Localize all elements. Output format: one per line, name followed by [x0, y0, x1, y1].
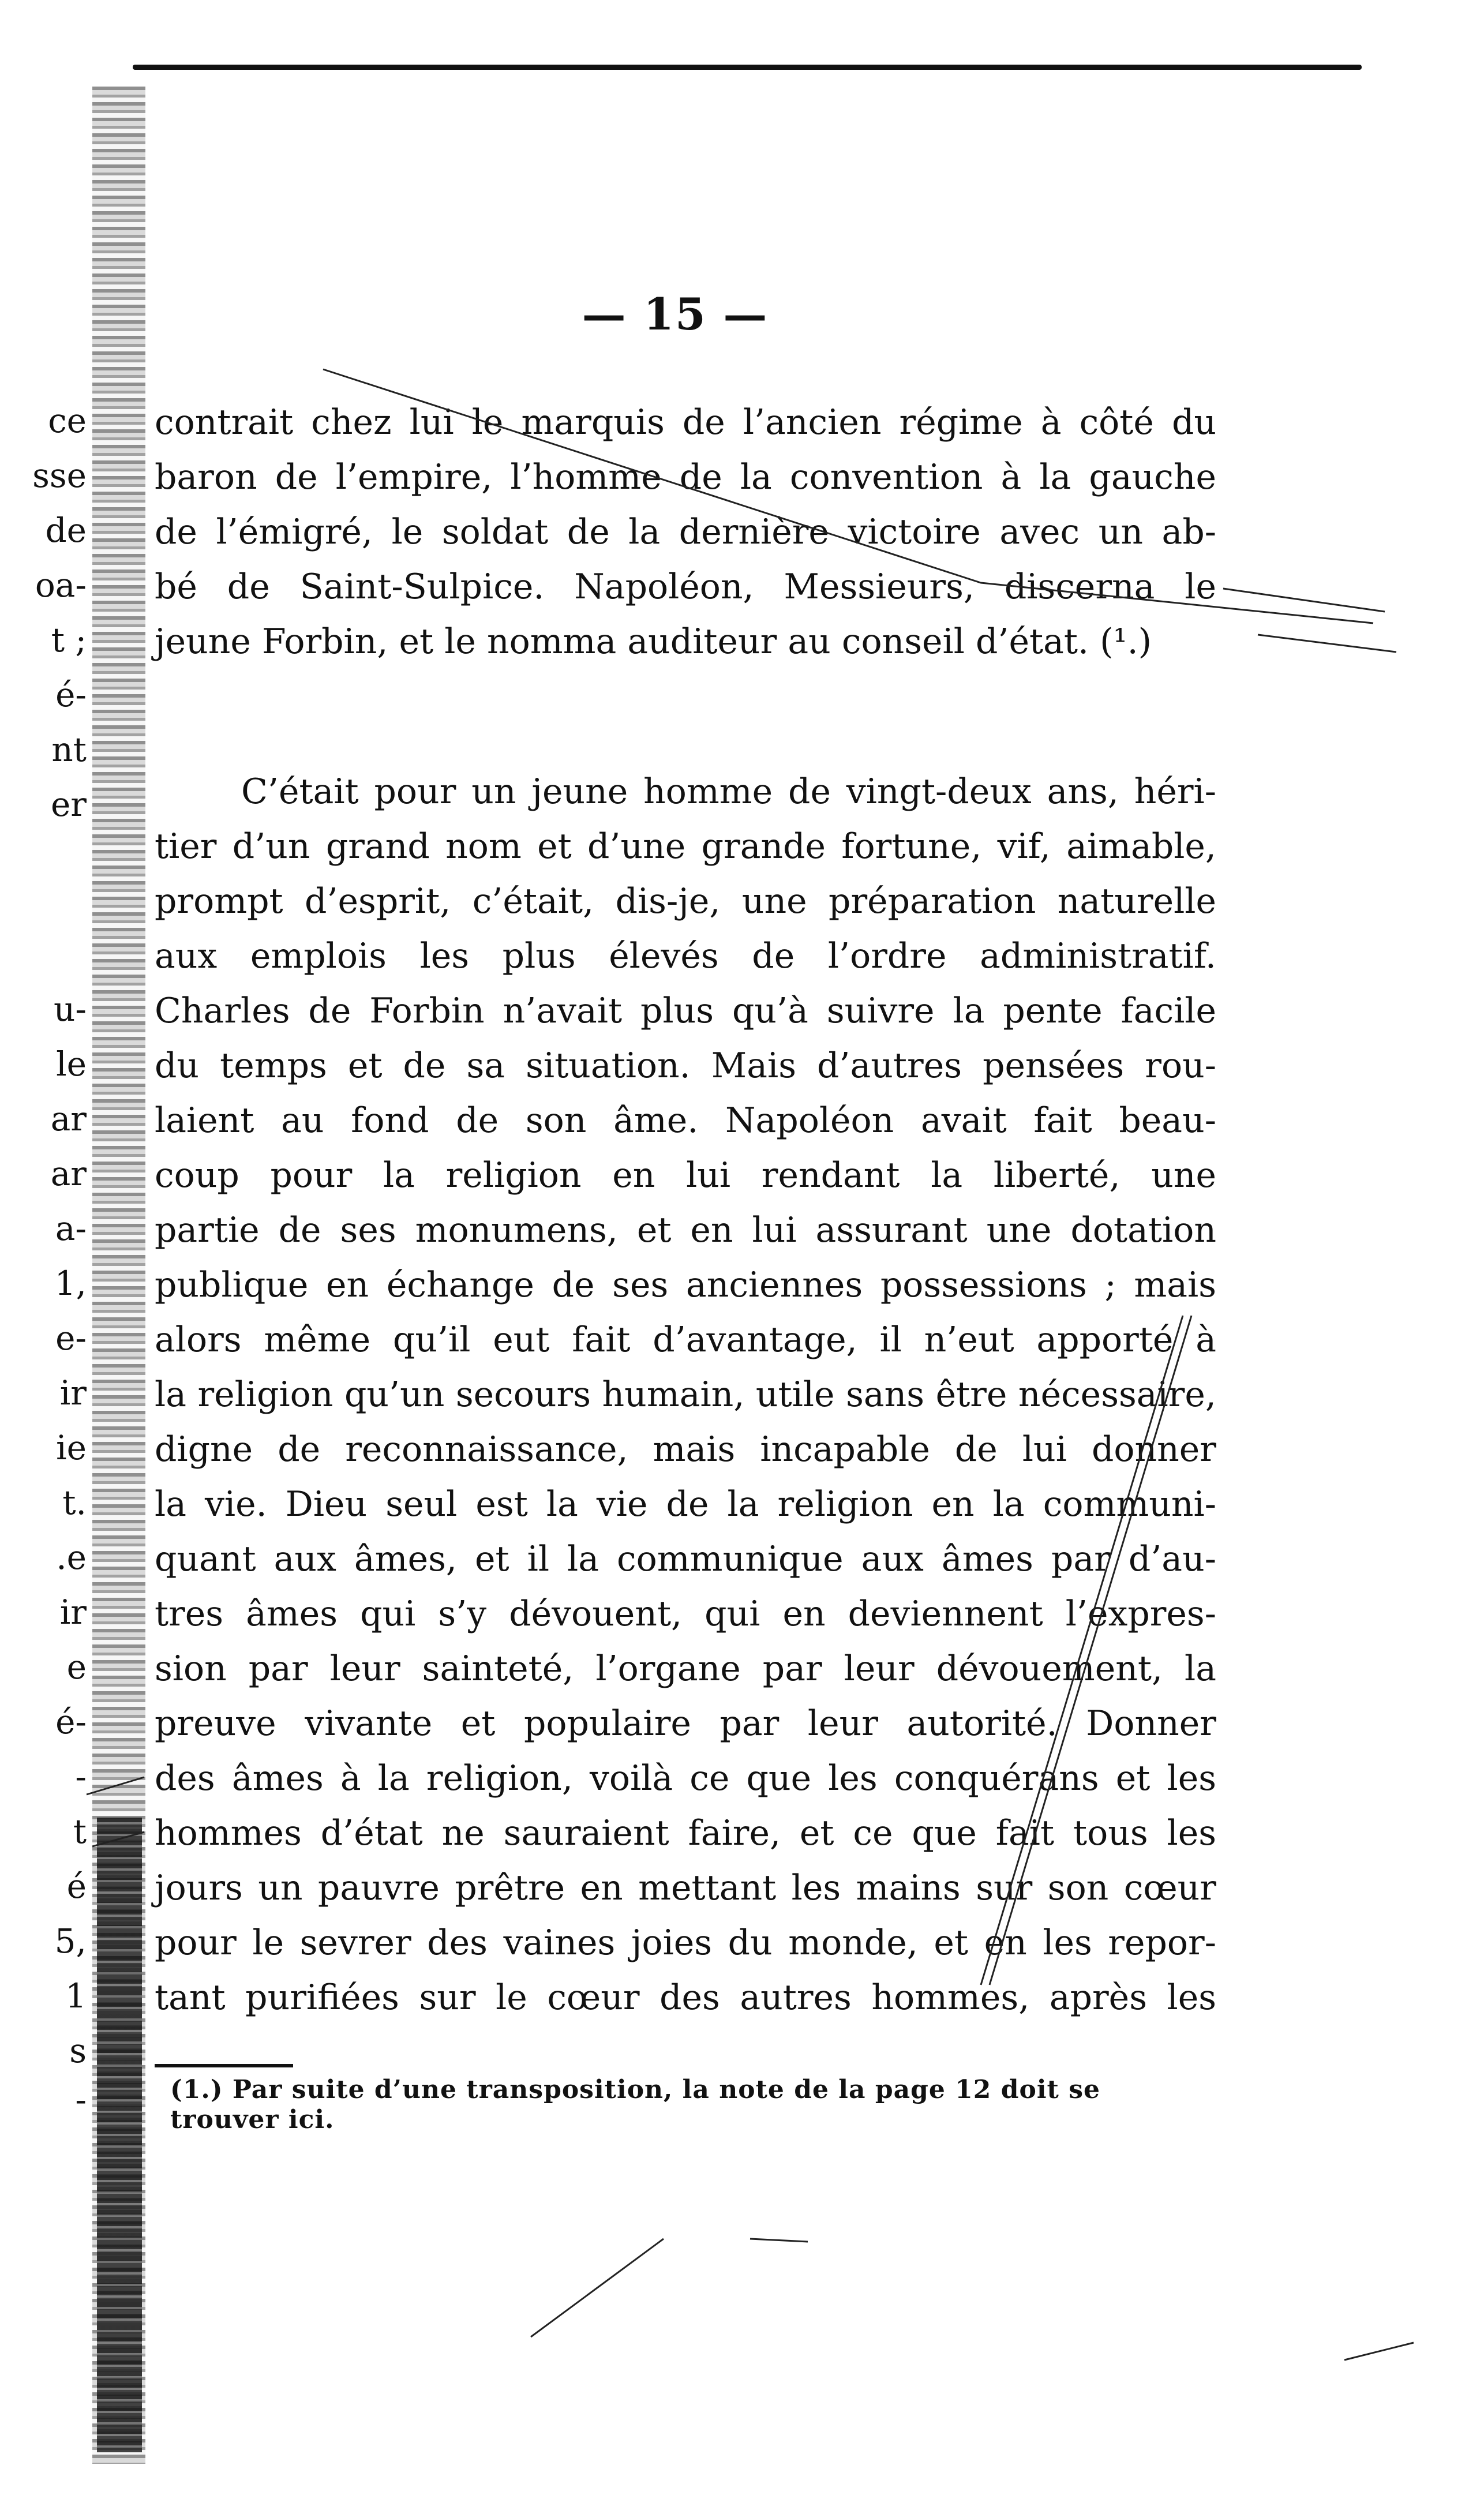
text-line: bé de Saint-Sulpice. Napoléon, Messieurs, discerna le [155, 567, 1216, 607]
text-line: jours un pauvre prêtre en mettant les mains sur son cœur [155, 1868, 1216, 1908]
binding-shadow-dark [97, 1818, 142, 2452]
facing-page-edge [12, 0, 87, 2510]
margin-stroke [1258, 635, 1396, 652]
facing-fragment: er [50, 785, 87, 824]
text-line: la vie. Dieu seul est la vie de la religion en la communi- [155, 1484, 1216, 1524]
text-line: de l’émigré, le soldat de la dernière victoire avec un ab- [155, 512, 1216, 552]
text-line: tier d’un grand nom et d’une grande fortune, vif, aimable, [155, 826, 1216, 867]
text-line: pour le sevrer des vaines joies du monde, et en les repor- [155, 1923, 1216, 1963]
facing-fragment: 1, [54, 1264, 87, 1303]
footnote [170, 2075, 1209, 2135]
stray-stroke [1344, 2343, 1414, 2360]
text-line: publique en échange de ses anciennes possessions ; mais [155, 1265, 1216, 1305]
text-line: hommes d’état ne sauraient faire, et ce que fait tous les [155, 1813, 1216, 1853]
text-line: contrait chez lui le marquis de l’ancien régime à côté du [155, 402, 1216, 443]
text-line: aux emplois les plus élevés de l’ordre administratif. [155, 936, 1216, 976]
text-line: quant aux âmes, et il la communique aux âmes par d’au- [155, 1539, 1216, 1579]
stray-stroke [531, 2239, 664, 2337]
facing-fragment: s [69, 2031, 87, 2070]
facing-fragment: ir [59, 1373, 87, 1413]
facing-fragment: ce [48, 401, 87, 440]
text-line: du temps et de sa situation. Mais d’autres pensées rou- [155, 1046, 1216, 1086]
facing-fragment: oa- [35, 565, 87, 605]
facing-fragment: nt [51, 730, 87, 769]
text-line: tres âmes qui s’y dévouent, qui en deviennent l’expres- [155, 1594, 1216, 1634]
footnote-line: trouver ici. [170, 2105, 335, 2134]
text-line: jeune Forbin, et le nomma auditeur au conseil d’état. (¹.) [155, 621, 1152, 662]
facing-fragment: t ; [51, 620, 87, 660]
facing-fragment: 1 [65, 1976, 87, 2016]
facing-fragment: a- [55, 1209, 87, 1248]
text-line: la religion qu’un secours humain, utile sans être nécessaire, [155, 1374, 1216, 1415]
facing-fragment: é- [55, 675, 87, 714]
facing-fragment: ir [59, 1593, 87, 1632]
facing-fragment: le [56, 1044, 87, 1084]
paragraph [155, 765, 1216, 2025]
page-number: — 15 — [582, 289, 769, 340]
facing-fragment: ar [50, 1099, 87, 1138]
facing-fragment: e [66, 1647, 87, 1687]
facing-fragment: 5, [54, 1921, 87, 1961]
facing-fragment: de [45, 511, 87, 550]
footnote-line: (1.) Par suite d’une transposition, la note de la page 12 doit se [170, 2075, 1100, 2104]
facing-fragment: t [73, 1812, 87, 1851]
stray-stroke [750, 2239, 808, 2242]
facing-fragment: - [75, 1757, 87, 1796]
text-line: des âmes à la religion, voilà ce que les conquérans et les [155, 1758, 1216, 1799]
facing-fragment: é [66, 1867, 87, 1906]
paragraph-continued [155, 395, 1216, 669]
text-line: tant purifiées sur le cœur des autres hommes, après les [155, 1977, 1216, 2018]
text-line: sion par leur sainteté, l’organe par leur dévouement, la [155, 1649, 1216, 1689]
text-line: baron de l’empire, l’homme de la convention à la gauche [155, 457, 1216, 497]
text-line: preuve vivante et populaire par leur autorité. Donner [155, 1703, 1216, 1744]
facing-fragment: e- [55, 1318, 87, 1358]
margin-stroke [1223, 589, 1385, 612]
facing-fragment: ar [50, 1154, 87, 1193]
facing-fragment: é- [55, 1702, 87, 1741]
header-rule [133, 65, 1362, 70]
facing-fragment: sse [32, 456, 87, 495]
text-line: partie de ses monumens, et en lui assurant une dotation [155, 1210, 1216, 1250]
facing-fragment: .e [56, 1538, 87, 1577]
text-line: laient au fond de son âme. Napoléon avait fait beau- [155, 1100, 1216, 1141]
text-line: C’était pour un jeune homme de vingt-deux ans, héri- [241, 771, 1216, 812]
text-line: Charles de Forbin n’avait plus qu’à suivre la pente facile [155, 991, 1216, 1031]
facing-fragment: - [75, 2080, 87, 2119]
facing-fragment: u- [54, 990, 87, 1029]
facing-fragment: t. [62, 1483, 87, 1522]
facing-fragment: ie [56, 1428, 87, 1467]
text-line: coup pour la religion en lui rendant la liberté, une [155, 1155, 1216, 1196]
text-line: alors même qu’il eut fait d’avantage, il n’eut apporté à [155, 1320, 1216, 1360]
text-line: digne de reconnaissance, mais incapable de lui donner [155, 1429, 1216, 1470]
footnote-rule [155, 2064, 293, 2067]
text-line: prompt d’esprit, c’était, dis-je, une préparation naturelle [155, 881, 1216, 921]
